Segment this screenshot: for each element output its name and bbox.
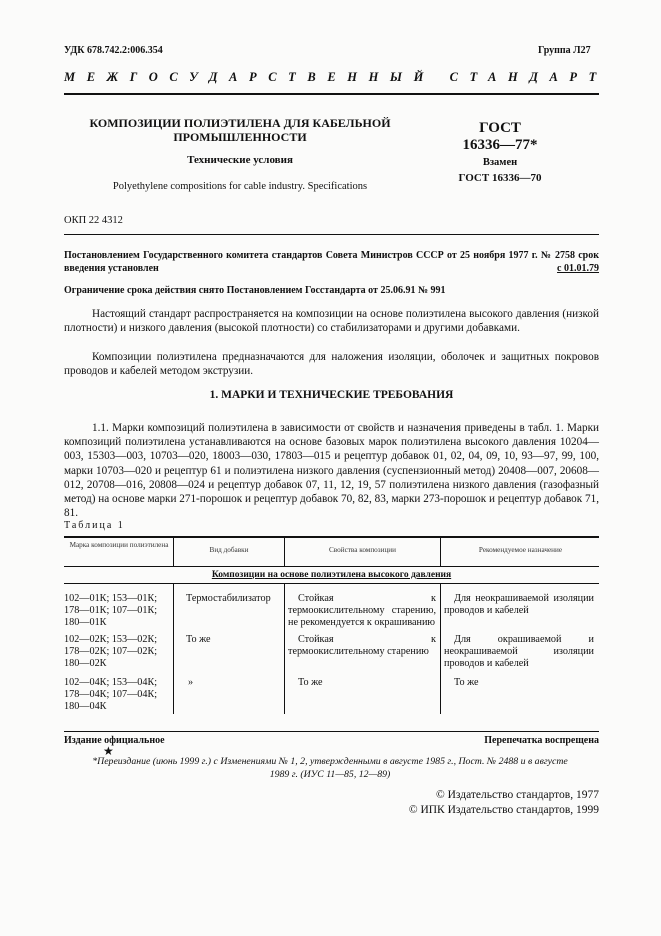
banner-rule bbox=[64, 93, 599, 95]
table-row-2-purpose: Для окрашиваемой и неокрашиваемой изоляции проводов и кабелей bbox=[444, 634, 594, 670]
table-row-3-additive: » bbox=[188, 677, 194, 688]
table-col-divider bbox=[440, 537, 441, 566]
document-title: КОМПОЗИЦИИ ПОЛИЭТИЛЕНА ДЛЯ КАБЕЛЬНОЙ ПРОМЫШЛЕННОСТИ bbox=[89, 116, 391, 144]
table-col-divider bbox=[284, 537, 285, 566]
table-group-rule bbox=[64, 583, 599, 584]
table-group-title: Композиции на основе полиэтилена высокого давления bbox=[211, 570, 452, 580]
intro-paragraph-2: Композиции полиэтилена предназначаются для наложения изоляции, оболочек и защитных покровов проводов и кабелей методом экструзии. bbox=[64, 351, 599, 378]
table-row-1-grade: 102—01К; 153—01К; 178—01К; 107—01К; 180—01К bbox=[64, 593, 158, 629]
decree-date: с 01.01.79 bbox=[540, 262, 599, 275]
gost-label: ГОСТ bbox=[479, 120, 521, 136]
table-row-3-grade: 102—04К; 153—04К; 178—04К; 107—04К; 180—04К bbox=[64, 677, 158, 713]
table-col-divider bbox=[173, 584, 174, 714]
limitation-note: Ограничение срока действия снято Постановлением Госстандарта от 25.06.91 № 991 bbox=[64, 285, 446, 296]
star-icon: ★ bbox=[103, 744, 114, 758]
copyright-1999: © ИПК Издательство стандартов, 1999 bbox=[408, 804, 599, 816]
table-row-2-properties: Стойкая к термоокислительному старению bbox=[288, 634, 436, 658]
udk-code: УДК 678.742.2:006.354 bbox=[64, 45, 163, 56]
reprint-prohibited: Перепечатка воспрещена bbox=[484, 735, 599, 746]
replaces-gost: ГОСТ 16336—70 bbox=[458, 172, 542, 184]
copyright-1977: © Издательство стандартов, 1977 bbox=[435, 789, 599, 801]
footer-rule bbox=[64, 731, 599, 732]
okp-code: ОКП 22 4312 bbox=[64, 215, 123, 226]
decree-text: Постановлением Государственного комитета стандартов Совета Министров СССР от 25 ноября 1977 г. № 2758 срок введения установлен bbox=[64, 250, 599, 274]
table-col-divider bbox=[440, 584, 441, 714]
table-row-2-grade: 102—02К; 153—02К; 178—02К; 107—02К; 180—02К bbox=[64, 634, 158, 670]
table-row-3-purpose: То же bbox=[454, 677, 479, 688]
gost-number: 16336—77* bbox=[462, 137, 538, 153]
english-title: Polyethylene compositions for cable industry. Specifications bbox=[112, 181, 368, 192]
section-heading: 1. МАРКИ И ТЕХНИЧЕСКИЕ ТРЕБОВАНИЯ bbox=[209, 389, 454, 401]
table-row-1-purpose: Для неокрашиваемой изоляции проводов и кабелей bbox=[444, 593, 594, 617]
table-col-divider bbox=[173, 537, 174, 566]
section-paragraph-1-1: 1.1. Марки композиций полиэтилена в зависимости от свойств и назначения приведены в табл. 1. Марки композиций полиэтилена устанавливаются на основе базовых марок полиэтилена высокого давления 10204—003, 15303—003, 10703—020, 18003—030, 17803—015 и рецептур добавок 01, 02, 04, 09, 10, 93—97, 99, 100, марки 10703—020 и рецептур 61 и полиэтилена низкого давления (суспензионный метод) 20408—007, 20608—012, 20708—016, 20808—024 и рецептур добавок 07, 11, 12, 19, 57 полиэтилена низкого давления (газофазный метод) на основе марки 271-порошок и рецептур добавок 70, 82, 83, марки 273-порошок и рецептур добавок 71, 81. bbox=[64, 422, 599, 520]
banner-title: МЕЖГОСУДАРСТВЕННЫЙ СТАНДАРТ bbox=[64, 70, 608, 84]
okp-rule bbox=[64, 234, 599, 235]
table-top-rule bbox=[64, 536, 599, 538]
table-caption: Таблица 1 bbox=[64, 520, 125, 531]
table-header-purpose: Рекомендуемое назначение bbox=[478, 546, 563, 554]
group-code: Группа Л27 bbox=[538, 45, 591, 56]
table-header-properties: Свойства композиции bbox=[329, 546, 396, 554]
table-header-additive: Вид добавки bbox=[209, 546, 249, 554]
replaces-label: Взамен bbox=[482, 157, 518, 168]
table-row-2-additive: То же bbox=[186, 634, 211, 645]
table-row-3-properties: То же bbox=[298, 677, 323, 688]
table-header-rule bbox=[64, 566, 599, 567]
official-edition: Издание официальное bbox=[64, 735, 165, 746]
table-header-grade: Марка композиции полиэтилена bbox=[69, 541, 169, 549]
table-row-1-properties: Стойкая к термоокислительному старению, не рекомендуется к окрашиванию bbox=[288, 593, 436, 629]
intro-paragraph-1: Настоящий стандарт распространяется на композиции на основе полиэтилена высокого давления (низкой плотности) и низкого давления (высокой плотности) со стабилизаторами и другими добавками. bbox=[64, 308, 599, 335]
reissue-note: *Переиздание (июнь 1999 г.) с Изменениями № 1, 2, утвержденными в августе 1985 г., Пост. № 2488 и в августе 1989 г. (ИУС 11—85, 12—89) bbox=[92, 756, 568, 780]
document-subtitle: Технические условия bbox=[187, 154, 293, 166]
table-row-1-additive: Термостабилизатор bbox=[186, 593, 271, 604]
table-col-divider bbox=[284, 584, 285, 714]
